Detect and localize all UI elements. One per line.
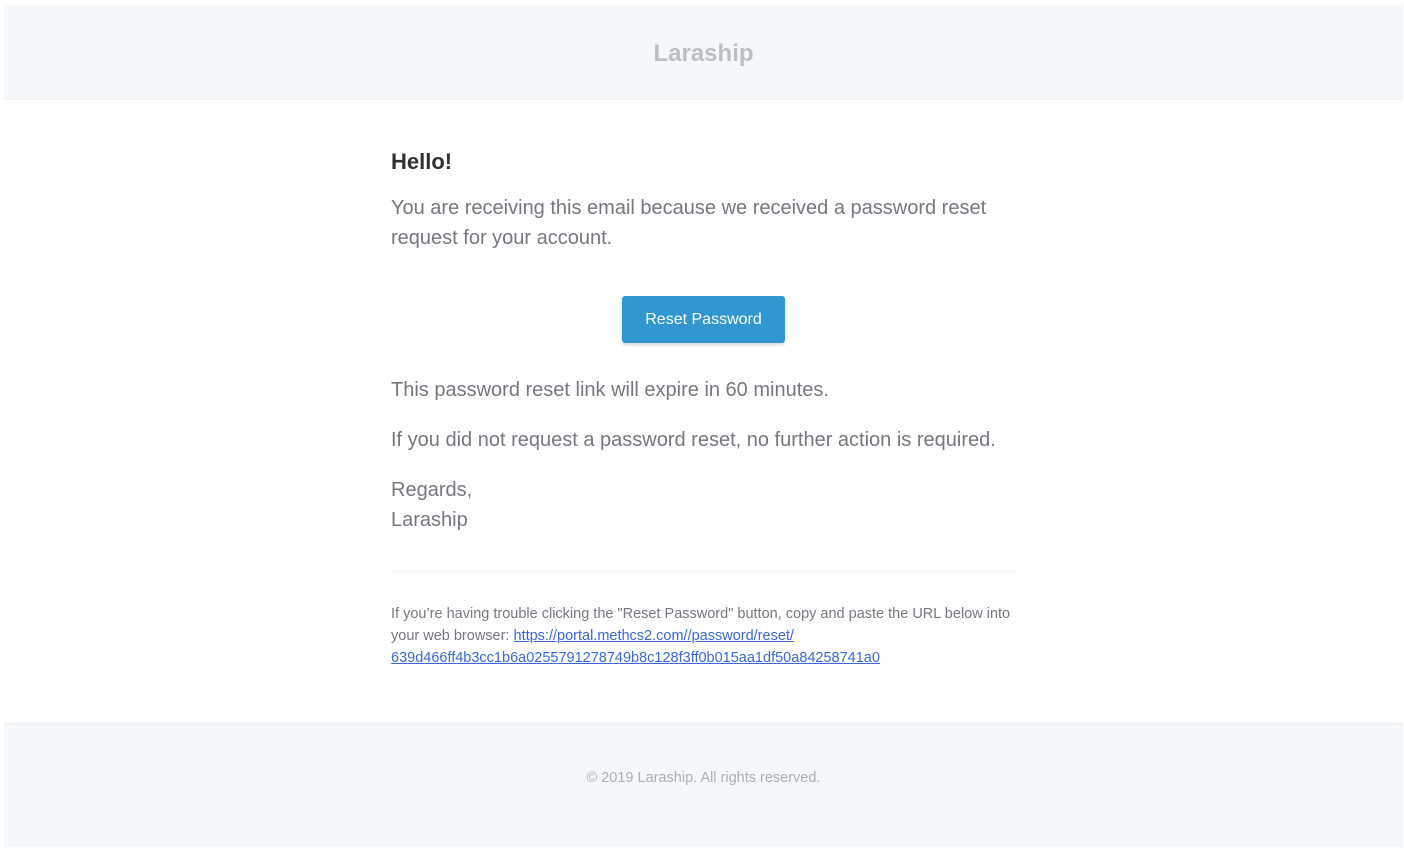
copyright-text: © 2019 Laraship. All rights reserved. — [586, 770, 821, 786]
expire-text: This password reset link will expire in 60 minutes. — [391, 379, 829, 401]
subcopy-text: If you’re having trouble clicking the "Reset Password" button, copy and paste the URL below into your web browser: — [391, 606, 1011, 644]
reset-url-line2: 639d466ff4b3cc1b6a0255791278749b8c128f3ff0b015aa1df50a84258741a0 — [391, 650, 880, 666]
greeting-heading: Hello! — [391, 149, 453, 174]
brand-link[interactable]: Laraship — [653, 40, 754, 67]
divider — [391, 571, 1016, 572]
no-action-text: If you did not request a password reset, no further action is required. — [391, 429, 996, 451]
regards-line: Regards, — [391, 479, 473, 501]
reset-url-line1: https://portal.methcs2.com//password/reset/ — [513, 628, 794, 644]
email-wrapper — [4, 5, 1403, 847]
subcopy — [391, 603, 1016, 669]
regards-block — [391, 475, 1016, 535]
reset-password-button[interactable]: Reset Password — [622, 296, 785, 343]
email-header — [4, 5, 1403, 100]
signature: Laraship — [391, 509, 468, 531]
intro-text: You are receiving this email because we received a password reset request for your account. — [391, 197, 987, 249]
email-footer — [4, 723, 1403, 847]
